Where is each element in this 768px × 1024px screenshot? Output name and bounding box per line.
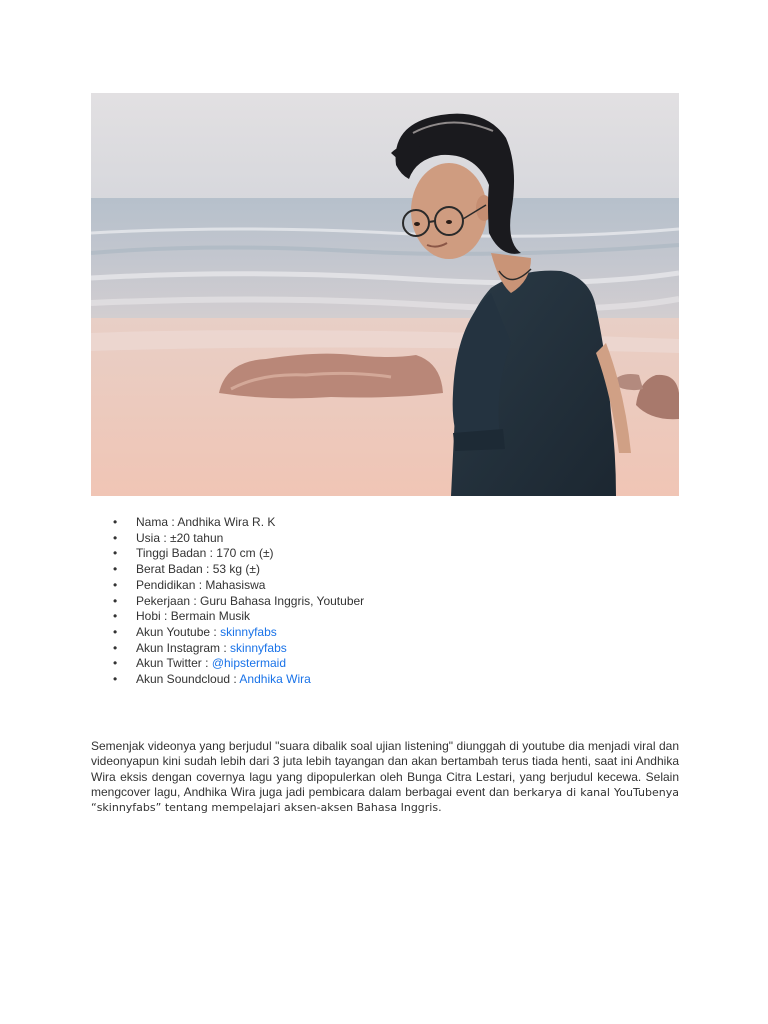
item-value: 53 kg (±) [212, 562, 260, 577]
profile-item-occupation [110, 594, 364, 610]
profile-info-list [110, 515, 364, 688]
soundcloud-link[interactable]: Andhika Wira [239, 672, 311, 687]
item-label: Tinggi Badan : [136, 546, 217, 561]
profile-item-height [110, 546, 364, 562]
twitter-link[interactable]: @hipstermaid [211, 656, 287, 671]
article-text-part2: berkarya di kanal YouTubenya “skinnyfabs” tentang mempelajari aksen-aksen Bahasa Inggris. [91, 785, 679, 815]
item-value: 170 cm (±) [216, 546, 274, 561]
profile-item-instagram [110, 641, 364, 657]
item-value: Bermain Musik [170, 609, 251, 624]
profile-item-hobby [110, 609, 364, 625]
instagram-link[interactable]: skinnyfabs [230, 640, 287, 655]
profile-item-youtube [110, 625, 364, 641]
item-value: Mahasiswa [205, 577, 266, 592]
profile-item-weight [110, 562, 364, 578]
profile-item-name [110, 515, 364, 531]
item-label: Nama : [136, 515, 178, 529]
item-label: Akun Instagram : [136, 640, 231, 655]
item-label: Akun Soundcloud : [136, 672, 240, 687]
item-label: Berat Badan : [136, 562, 213, 577]
item-label: Akun Twitter : [136, 656, 212, 671]
item-value: Andhika Wira R. K [177, 515, 276, 529]
item-value: ±20 tahun [170, 530, 224, 545]
profile-item-age [110, 531, 364, 547]
item-label: Akun Youtube : [136, 624, 221, 639]
item-label: Pendidikan : [136, 577, 206, 592]
item-label: Hobi : [136, 609, 171, 624]
profile-item-soundcloud [110, 672, 364, 688]
article-text-part1: Semenjak videonya yang berjudul "suara dibalik soal ujian listening" diunggah di youtube dia menjadi viral dan videonyapun kini sudah lebih dari 3 juta lebih tayangan dan akan bertambah terus tiada henti, saat ini Andhika Wira eksis dengan covernya lagu yang dipopulerkan oleh Bunga Citra Lestari, yang berjudul kecewa. Selain mengcover lagu, Andhika Wira juga jadi pembicara dalam berbagai event dan [91, 739, 679, 799]
item-label: Pekerjaan : [136, 593, 201, 608]
youtube-link[interactable]: skinnyfabs [220, 624, 277, 639]
article-paragraph [91, 739, 679, 815]
profile-item-education [110, 578, 364, 594]
profile-item-twitter [110, 656, 364, 672]
item-value: Guru Bahasa Inggris, Youtuber [200, 593, 365, 608]
profile-photo [91, 93, 679, 496]
item-label: Usia : [136, 530, 171, 545]
